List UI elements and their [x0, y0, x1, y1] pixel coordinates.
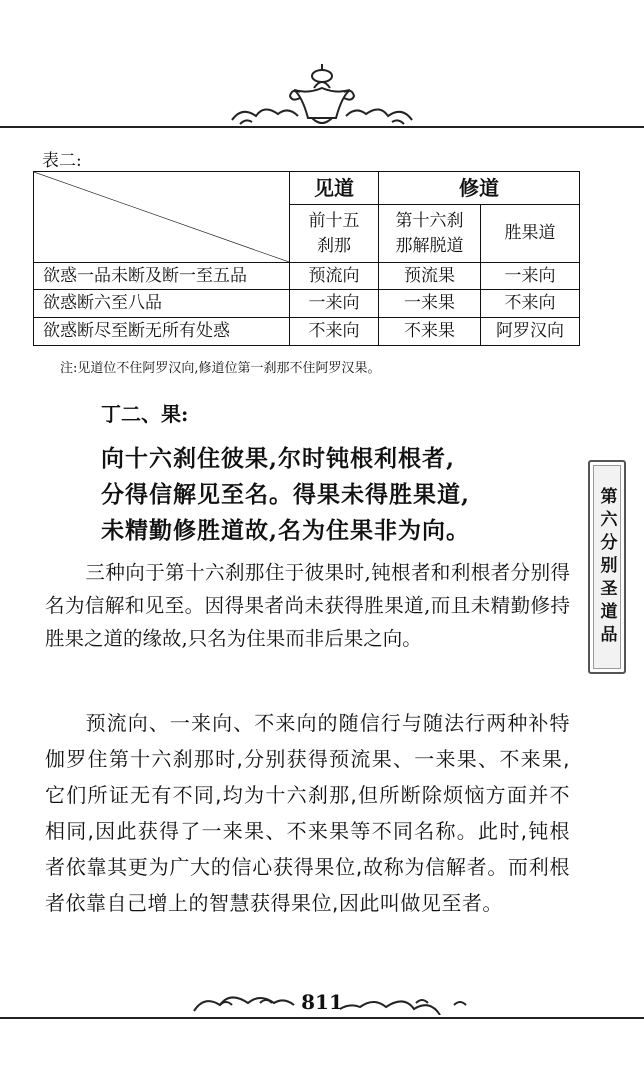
verse-line: 未精勤修胜道故,名为住果非为向。 — [101, 517, 471, 544]
table-cell: 一来向 — [290, 290, 379, 318]
table-cell: 不来果 — [379, 318, 481, 346]
diagonal-header-cell — [34, 172, 290, 263]
table-note: 注:见道位不住阿罗汉向,修道位第一刹那不住阿罗汉果。 — [60, 361, 381, 376]
table-row — [34, 290, 580, 318]
table-cell: 预流果 — [379, 263, 481, 290]
subheader-superior-path: 胜果道 — [481, 205, 580, 263]
path-fruit-table — [33, 171, 580, 346]
verse-line: 向十六刹住彼果,尔时钝根利根者, — [101, 445, 456, 472]
subheader-first-fifteen — [290, 205, 379, 263]
subheader-line: 刹那 — [317, 235, 351, 256]
table-cell: 阿罗汉向 — [481, 318, 580, 346]
table-caption: 表二: — [42, 151, 82, 171]
table-cell: 一来向 — [481, 263, 580, 290]
row-label: 欲惑一品未断及断一至五品 — [34, 263, 290, 290]
root-verses — [101, 441, 470, 549]
chapter-side-tab — [588, 460, 626, 674]
subheader-line: 那解脱道 — [395, 235, 464, 256]
table-cell: 不来向 — [290, 318, 379, 346]
subheader-sixteenth — [379, 205, 481, 263]
footer-rule — [0, 1017, 644, 1019]
subheader-line: 第十六刹 — [395, 210, 464, 231]
header-path-of-seeing: 见道 — [290, 172, 379, 205]
table-row — [34, 263, 580, 290]
subheader-line: 前十五 — [308, 210, 360, 231]
table-cell: 预流向 — [290, 263, 379, 290]
explanation-text: 预流向、一来向、不来向的随信行与随法行两种补特伽罗住第十六刹那时,分别获得预流果、一来果、不来果,它们所证无有不同,均为十六刹那,但所断除烦恼方面并不相同,因此获得了一来果、不来果等不同名称。此时,钝根者依靠其更为广大的信心获得果位,故称为信解者。而利根者依靠自己增上的智慧获得果位,因此叫做见至者。 — [45, 711, 570, 915]
table-cell: 不来向 — [481, 290, 580, 318]
commentary-text: 三种向于第十六刹那住于彼果时,钝根者和利根者分别得名为信解和见至。因得果者尚未获得胜果道,而且未精勤修持胜果之道的缘故,只名为住果而非后果之向。 — [45, 561, 570, 650]
explanation-paragraph — [45, 705, 570, 921]
section-title: 丁二、果: — [101, 402, 189, 426]
chapter-side-tab-label: 第六分别圣道品 — [596, 486, 617, 648]
table-cell: 一来果 — [379, 290, 481, 318]
verse-line: 分得信解见至名。得果未得胜果道, — [101, 481, 471, 508]
page-number: 811 — [301, 990, 343, 1014]
header-path-of-meditation: 修道 — [379, 172, 580, 205]
table-header-row — [34, 172, 580, 205]
commentary-paragraph — [45, 556, 570, 655]
table-row — [34, 318, 580, 346]
row-label: 欲惑断六至八品 — [34, 290, 290, 318]
row-label: 欲惑断尽至断无所有处惑 — [34, 318, 290, 346]
lotus-vase-ornament-icon — [222, 58, 422, 134]
